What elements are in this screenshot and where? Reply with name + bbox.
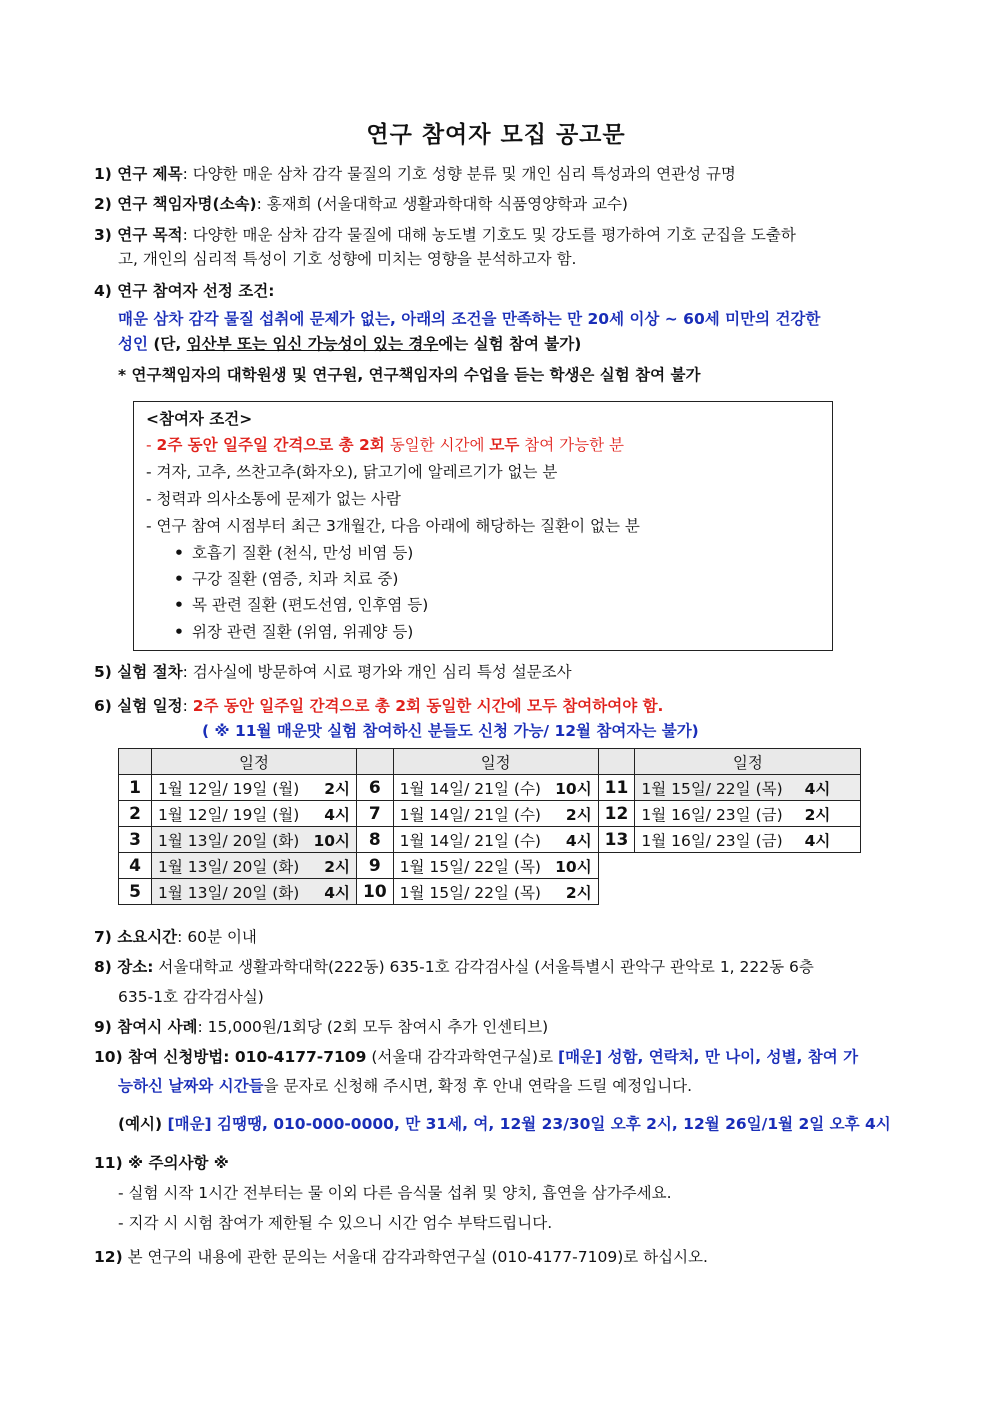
section-4-label: 4) 연구 참여자 선정 조건: — [94, 282, 275, 300]
condition-bullet-4: • 위장 관련 질환 (위염, 위궤양 등) — [174, 623, 414, 641]
section-8: 8) 장소: 서울대학교 생활과학대학(222동) 635-1호 감각검사실 (서울특별시 관악구 관악로 1, 222동 6층 — [94, 958, 814, 976]
table-header: 일정 — [635, 749, 861, 775]
section-2: 2) 연구 책임자명(소속): 홍재희 (서울대학교 생활과학대학 식품영양학과 교수) — [94, 195, 628, 213]
section-12: 12) 본 연구의 내용에 관한 문의는 서울대 감각과학연구실 (010-4177-7109)로 하십시오. — [94, 1248, 708, 1266]
section-3-cont: 고, 개인의 심리적 특성이 기호 성향에 미치는 영향을 분석하고자 함. — [118, 250, 577, 268]
condition-1: - 2주 동안 일주일 간격으로 총 2회 동일한 시간에 모두 참여 가능한 분 — [146, 436, 624, 454]
condition-bullet-1: • 호흡기 질환 (천식, 만성 비염 등) — [174, 544, 414, 562]
table-row: 3 1월 13일/ 20일 (화) 10시 8 1월 14일/ 21일 (수) 4시 13 1월 16일/ 23일 (금) 4시 — [119, 827, 861, 853]
table-header: 일정 — [393, 749, 598, 775]
section-10-example: (예시) [매운] 김땡땡, 010-000-0000, 만 31세, 여, 12월 23/30일 오후 2시, 12월 26일/1월 2일 오후 4시 — [118, 1115, 891, 1133]
section-6: 6) 실험 일정: 2주 동안 일주일 간격으로 총 2회 동일한 시간에 모두 참여하여야 함. — [94, 697, 664, 715]
schedule-table — [118, 748, 861, 905]
table-row: 4 1월 13일/ 20일 (화) 2시 9 1월 15일/ 22일 (목) 10시 — [119, 853, 861, 879]
section-3: 3) 연구 목적: 다양한 매운 삼차 감각 물질에 대해 농도별 기호도 및 강도를 평가하여 기호 군집을 도출하 — [94, 226, 796, 244]
condition-bullet-3: • 목 관련 질환 (편도선염, 인후염 등) — [174, 596, 429, 614]
condition-4: - 연구 참여 시점부터 최근 3개월간, 다음 아래에 해당하는 질환이 없는 분 — [146, 517, 640, 535]
condition-3: - 청력과 의사소통에 문제가 없는 사람 — [146, 490, 401, 508]
page-title: 연구 참여자 모집 공고문 — [366, 122, 626, 148]
table-row: 2 1월 12일/ 19일 (월) 4시 7 1월 14일/ 21일 (수) 2시 12 1월 16일/ 23일 (금) 2시 — [119, 801, 861, 827]
section-10-cont: 능하신 날짜와 시간들을 문자로 신청해 주시면, 확정 후 안내 연락을 드릴 예정입니다. — [118, 1077, 693, 1095]
section-4-line2: 성인 (단, 임산부 또는 임신 가능성이 있는 경우에는 실험 참여 불가) — [118, 335, 582, 353]
section-8-cont: 635-1호 감각검사실) — [118, 988, 264, 1006]
section-9: 9) 참여시 사례: 15,000원/1회당 (2회 모두 참여시 추가 인센티브) — [94, 1018, 549, 1036]
section-4-line1: 매운 삼차 감각 물질 섭취에 문제가 없는, 아래의 조건을 만족하는 만 20세 이상 ~ 60세 미만의 건강한 — [118, 310, 821, 328]
participant-conditions-box — [133, 401, 833, 651]
conditions-header: <참여자 조건> — [146, 410, 253, 428]
condition-bullet-2: • 구강 질환 (염증, 치과 치료 중) — [174, 570, 399, 588]
section-7: 7) 소요시간: 60분 이내 — [94, 928, 257, 946]
section-11-label: 11) ※ 주의사항 ※ — [94, 1154, 229, 1172]
table-row: 1 1월 12일/ 19일 (월) 2시 6 1월 14일/ 21일 (수) 10시 11 1월 15일/ 22일 (목) 4시 — [119, 775, 861, 801]
section-11-line2: - 지각 시 시험 참여가 제한될 수 있으니 시간 엄수 부탁드립니다. — [118, 1214, 553, 1232]
table-header: 일정 — [152, 749, 357, 775]
section-4-note: * 연구책임자의 대학원생 및 연구원, 연구책임자의 수업을 듣는 학생은 실험 참여 불가 — [118, 366, 701, 384]
condition-2: - 겨자, 고추, 쓰찬고추(화자오), 닭고기에 알레르기가 없는 분 — [146, 463, 558, 481]
section-11-line1: - 실험 시작 1시간 전부터는 물 이외 다른 음식물 섭취 및 양치, 흡연을 삼가주세요. — [118, 1184, 672, 1202]
section-5: 5) 실험 절차: 검사실에 방문하여 시료 평가와 개인 심리 특성 설문조사 — [94, 663, 572, 681]
table-header-row — [119, 749, 861, 775]
section-10: 10) 참여 신청방법: 010-4177-7109 (서울대 감각과학연구실)로 [매운] 성함, 연락처, 만 나이, 성별, 참여 가 — [94, 1048, 859, 1066]
section-1: 1) 연구 제목: 다양한 매운 삼차 감각 물질의 기호 성향 분류 및 개인 심리 특성과의 연관성 규명 — [94, 165, 736, 183]
table-row: 5 1월 13일/ 20일 (화) 4시 10 1월 15일/ 22일 (목) 2시 — [119, 879, 861, 905]
section-6-note: ( ※ 11월 매운맛 실험 참여하신 분들도 신청 가능/ 12월 참여자는 불가) — [202, 722, 699, 740]
